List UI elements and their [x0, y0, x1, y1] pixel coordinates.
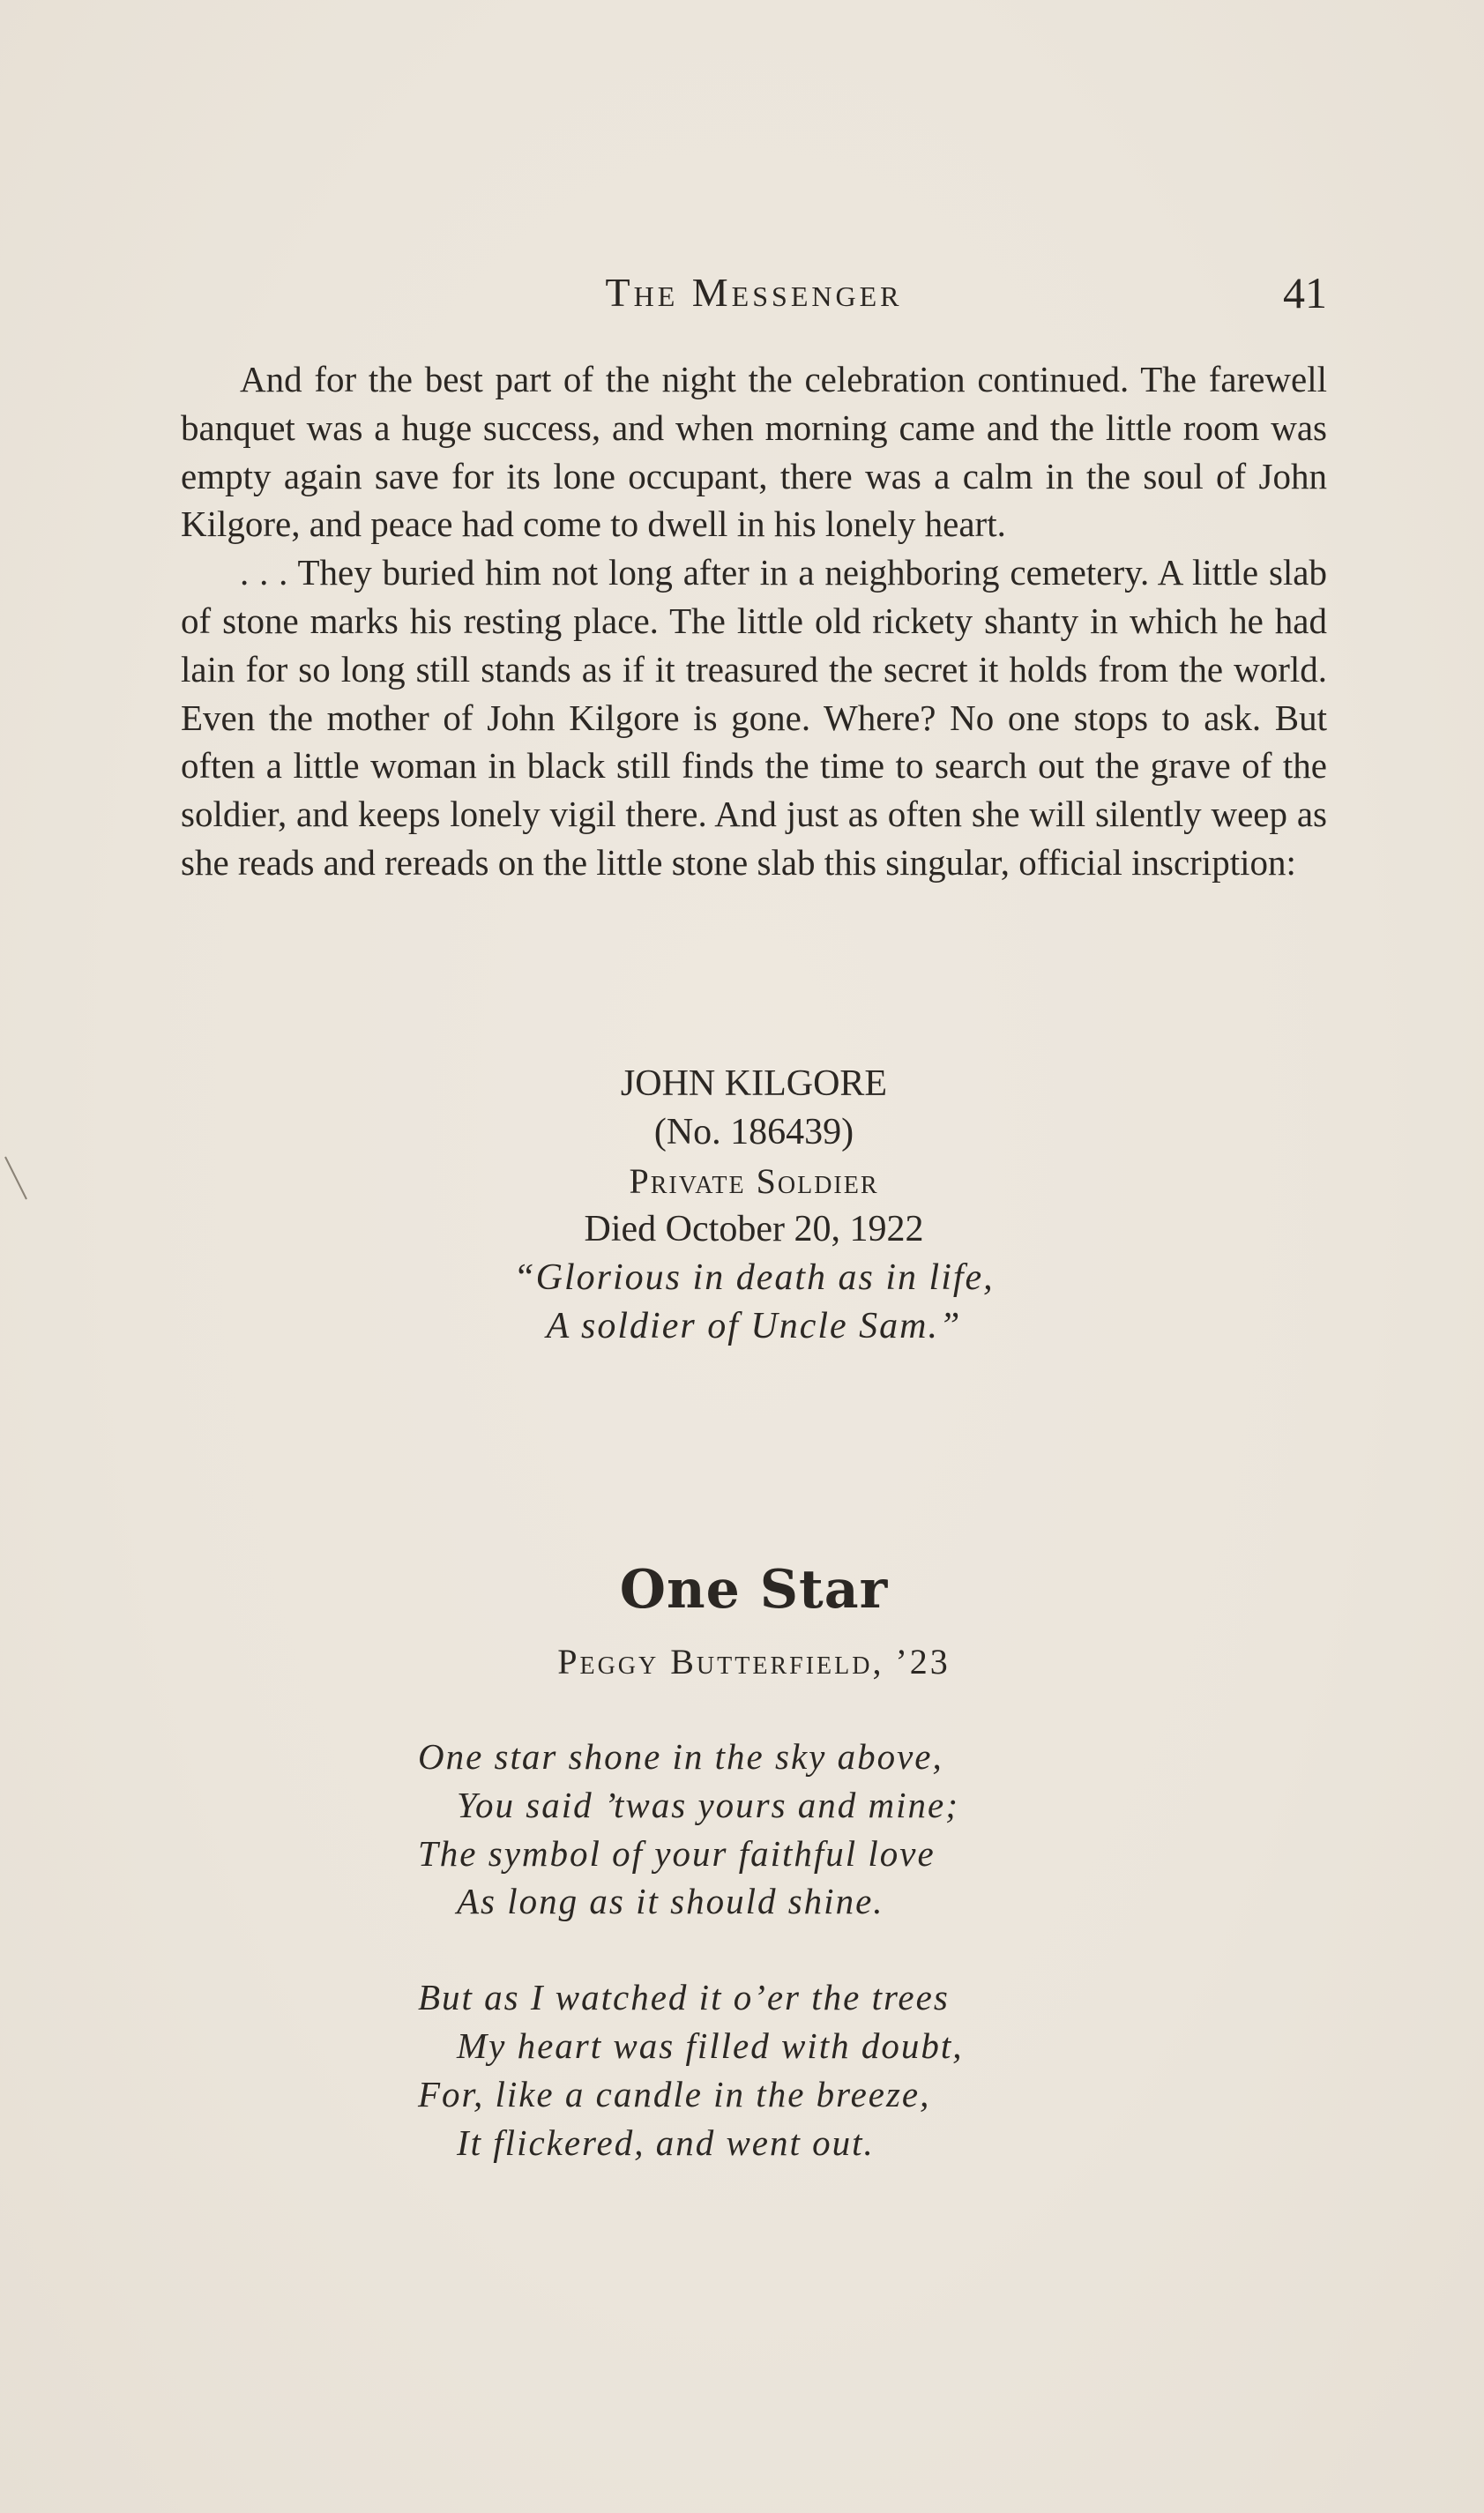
poem-line: You said ’twas yours and mine; [457, 1784, 959, 1825]
inscription-number: (No. 186439) [653, 1112, 854, 1152]
inscription-rank: Private Soldier [629, 1161, 879, 1201]
poem-line: One star shone in the sky above, [418, 1736, 943, 1777]
poem-title: One Star [619, 1559, 889, 1621]
poem-author: Peggy Butterfield, ’23 [557, 1642, 951, 1682]
inscription-died: Died October 20, 1922 [584, 1209, 924, 1249]
inscription-name: JOHN KILGORE [620, 1063, 888, 1104]
poem-line: But as I watched it o’er the trees [418, 1977, 950, 2018]
poem-line: For, like a candle in the breeze, [418, 2073, 931, 2114]
poem-body [418, 1733, 1141, 2214]
page-header [181, 266, 1327, 319]
story-conclusion [181, 355, 1327, 887]
poem-line: As long as it should shine. [457, 1881, 884, 1922]
inscription-epitaph-line: “Glorious in death as in life, [513, 1257, 995, 1298]
poem-line: It flickered, and went out. [457, 2122, 875, 2163]
paragraph: And for the best part of the night the celebration continued. The farewell banquet was a huge success, and when morning came and the little room was empty again save for its lone occupant, there was a calm in the soul of John Kilgore, and peace had come to dwell in his lonely heart. [181, 359, 1327, 545]
poem-stanza [418, 1733, 1141, 1926]
poem-stanza [418, 1973, 1141, 2166]
running-title: The Messenger [605, 270, 903, 315]
inscription-epitaph-line: A soldier of Uncle Sam.” [546, 1306, 962, 1346]
tombstone-inscription [181, 1060, 1327, 1351]
paragraph: . . . They buried him not long after in a neighboring cemetery. A little slab of stone marks his resting place. The little old rickety shanty in which he had lain for so long still stands as if it treasured the secret it holds from the world. Even the mother of John Kilgore is gone. Where? No one stops to ask. But often a little woman in black still finds the time to search out the grave of the soldier, and keeps lonely vigil there. And just as often she will silently weep as she reads and rereads on the little stone slab this singular, official inscription: [181, 552, 1327, 883]
page-edge-mark [0, 1146, 35, 1217]
poem-line: My heart was filled with doubt, [457, 2025, 964, 2066]
page-number: 41 [1283, 268, 1327, 317]
poem-line: The symbol of your faithful love [418, 1832, 936, 1874]
